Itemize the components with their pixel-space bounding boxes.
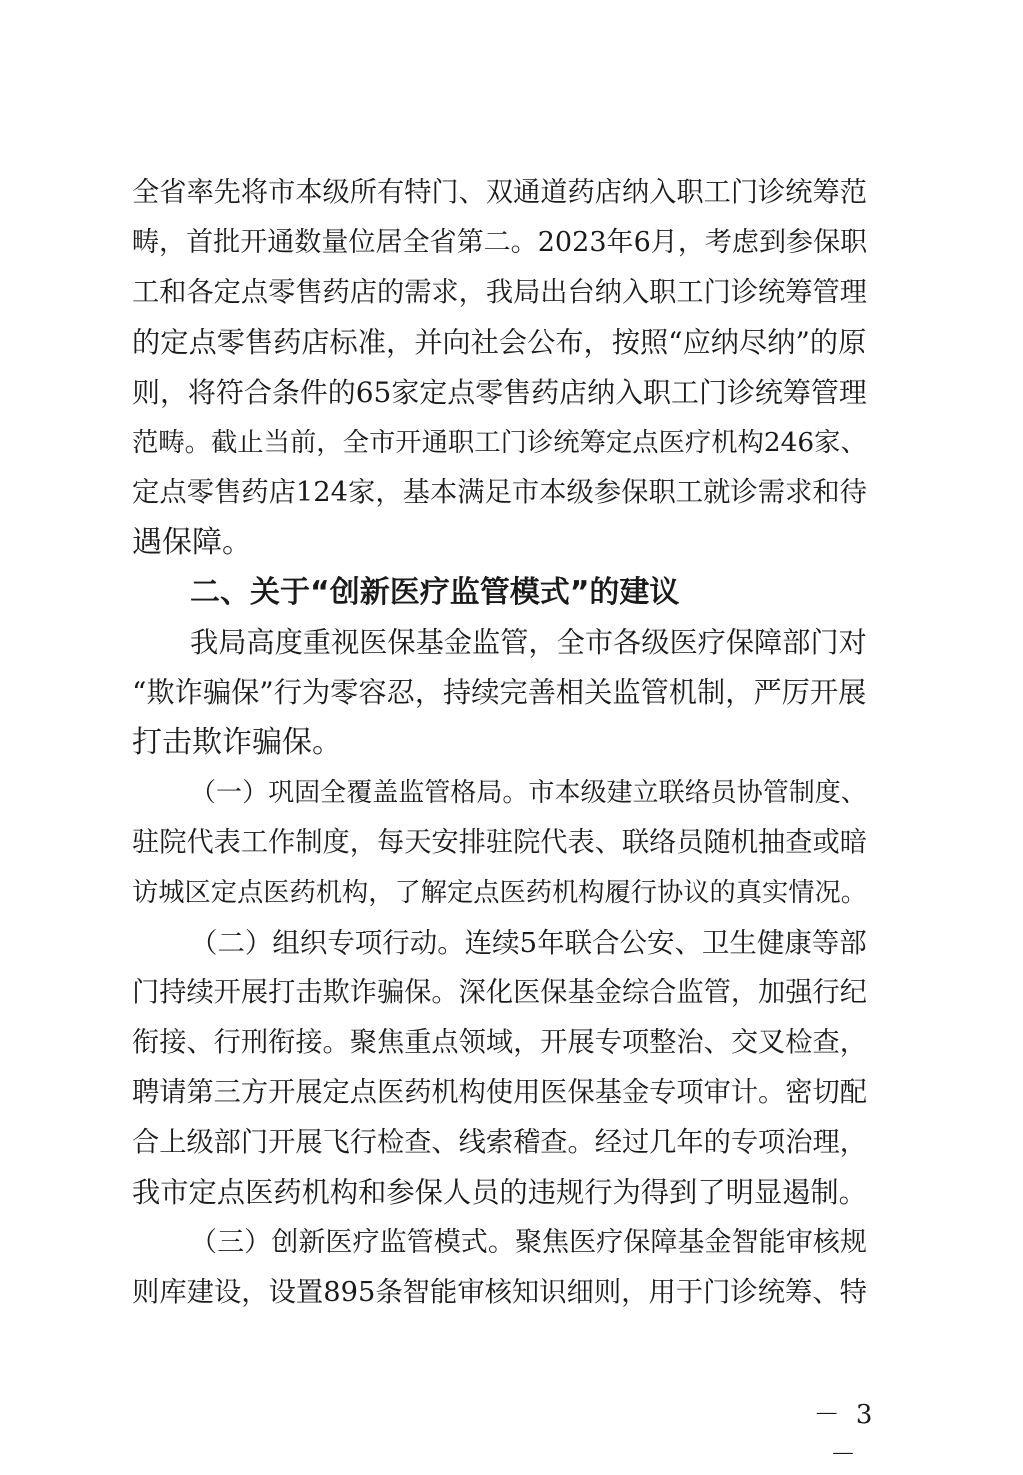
text-line: 访城区定点医药机构，了解定点医药机构履行协议的真实情况。: [132, 878, 867, 908]
text-line: （三）创新医疗监管模式。聚焦医疗保障基金智能审核规: [190, 1227, 867, 1258]
section-heading: 二、关于“创新医疗监管模式”的建议: [190, 575, 680, 610]
text-line: 门持续开展打击欺诈骗保。深化医保基金综合监管，加强行纪: [132, 977, 867, 1008]
text-line: （二）组织专项行动。连续5年联合公安、卫生健康等部: [190, 927, 867, 959]
text-line: 遇保障。: [132, 525, 252, 560]
text-line: 合上级部门开展飞行检查、线索稽查。经过几年的专项治理，: [132, 1127, 867, 1158]
text-line: （一）巩固全覆盖监管格局。市本级建立联络员协管制度、: [190, 778, 867, 808]
page-number: － 3 －: [813, 1400, 877, 1470]
text-line: 衔接、行刑衔接。聚焦重点领域，开展专项整治、交叉检查，: [132, 1027, 867, 1058]
text-line: 畴，首批开通数量位居全省第二。2023年6月，考虑到参保职: [132, 227, 868, 258]
text-line: 我市定点医药机构和参保人员的违规行为得到了明显遏制。: [132, 1176, 867, 1209]
text-line: 工和各定点零售药店的需求，我局出台纳入职工门诊统筹管理: [132, 277, 867, 308]
text-line: “欺诈骗保”行为零容忍，持续完善相关监管机制，严厉开展: [132, 676, 867, 709]
text-line: 则库建设，设置895条智能审核知识细则，用于门诊统筹、特: [132, 1277, 867, 1308]
text-line: 则，将符合条件的65家定点零售药店纳入职工门诊统筹管理: [132, 376, 867, 409]
text-line: 打击欺诈骗保。: [132, 725, 342, 760]
text-line: 我局高度重视医保基金监管，全市各级医疗保障部门对: [190, 626, 867, 659]
text-line: 全省率先将市本级所有特门、双通道药店纳入职工门诊统筹范: [132, 177, 867, 208]
text-line: 的定点零售药店标准，并向社会公布，按照“应纳尽纳”的原: [132, 326, 867, 359]
text-line: 定点零售药店124家，基本满足市本级参保职工就诊需求和待: [132, 477, 867, 508]
text-line: 范畴。截止当前，全市开通职工门诊统筹定点医疗机构246家、: [132, 428, 867, 458]
text-line: 聘请第三方开展定点医药机构使用医保基金专项审计。密切配: [132, 1077, 867, 1108]
text-line: 驻院代表工作制度，每天安排驻院代表、联络员随机抽查或暗: [132, 827, 867, 858]
